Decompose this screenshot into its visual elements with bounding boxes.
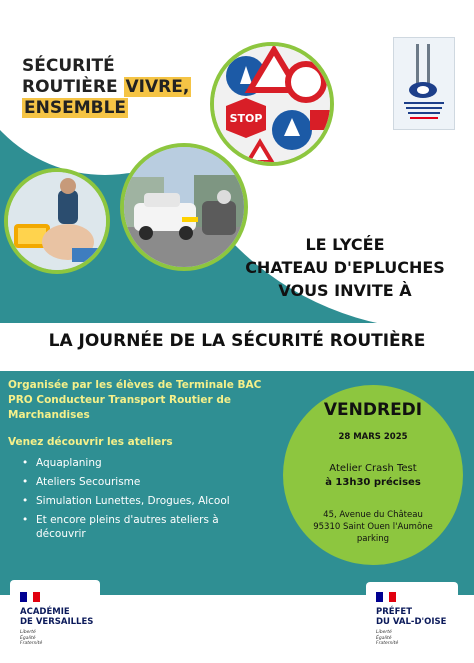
ateliers-heading: Venez découvrir les ateliers: [8, 436, 173, 448]
academie-motto: Liberté Égalité Fraternité: [20, 630, 43, 646]
title-line-3: ENSEMBLE: [24, 98, 127, 118]
event-date: 28 MARS 2025: [338, 432, 408, 442]
event-title: LA JOURNÉE DE LA SÉCURITÉ ROUTIÈRE: [48, 331, 426, 351]
invitation-text: [220, 233, 470, 302]
prefet-motto: Liberté Égalité Fraternité: [376, 630, 399, 646]
invite-line-3: VOUS INVITE À: [278, 281, 412, 300]
crash-test-label: Atelier Crash Test: [329, 463, 417, 474]
address-line-2: 95310 Saint Ouen l'Aumône: [313, 522, 433, 532]
invite-line-1: LE LYCÉE: [305, 235, 385, 254]
academie-name: ACADÉMIE DE VERSAILLES: [20, 607, 94, 627]
parking-label: parking: [356, 534, 390, 544]
academie-logo: [10, 580, 100, 652]
ateliers-list: [22, 456, 252, 546]
school-emblem-icon: [394, 38, 454, 129]
french-flag-icon: [20, 592, 40, 602]
event-details-circle: [283, 385, 463, 565]
prefet-logo: [366, 582, 458, 650]
event-day: VENDREDI: [323, 400, 423, 420]
svg-text:STOP: STOP: [229, 112, 263, 125]
list-item: • Aquaplaning: [22, 456, 252, 470]
organisers-text: Organisée par les élèves de Terminale BAC PRO Conducteur Transport Routier de Marchandises: [8, 379, 262, 421]
address-line-1: 45, Avenue du Château: [323, 510, 423, 520]
poster-title: [22, 56, 222, 119]
event-time: à 13h30 précises: [325, 477, 421, 488]
list-item: • Simulation Lunettes, Drogues, Alcool: [22, 494, 252, 508]
french-flag-icon: [376, 592, 396, 602]
rsvp-contact[interactable]: RSVP: veronique.coffyn@ac-versailles.fr: [116, 617, 354, 629]
title-line-1: SÉCURITÉ: [22, 56, 115, 76]
list-item: • Ateliers Secourisme: [22, 475, 252, 489]
prefet-name: PRÉFET DU VAL-D'OISE: [376, 607, 447, 627]
first-aid-illustration: [8, 172, 106, 270]
title-line-2b: VIVRE,: [125, 77, 190, 97]
school-logo: [393, 37, 455, 130]
invite-line-2: CHATEAU D'EPLUCHES: [245, 258, 445, 277]
list-item: • Et encore pleins d'autres ateliers à découvrir: [22, 513, 252, 541]
road-signs-photo: [210, 42, 334, 166]
event-address: [293, 509, 453, 545]
road-signs-illustration: [214, 46, 330, 162]
title-line-2a: ROUTIÈRE: [22, 77, 118, 97]
first-aid-photo: [4, 168, 110, 274]
